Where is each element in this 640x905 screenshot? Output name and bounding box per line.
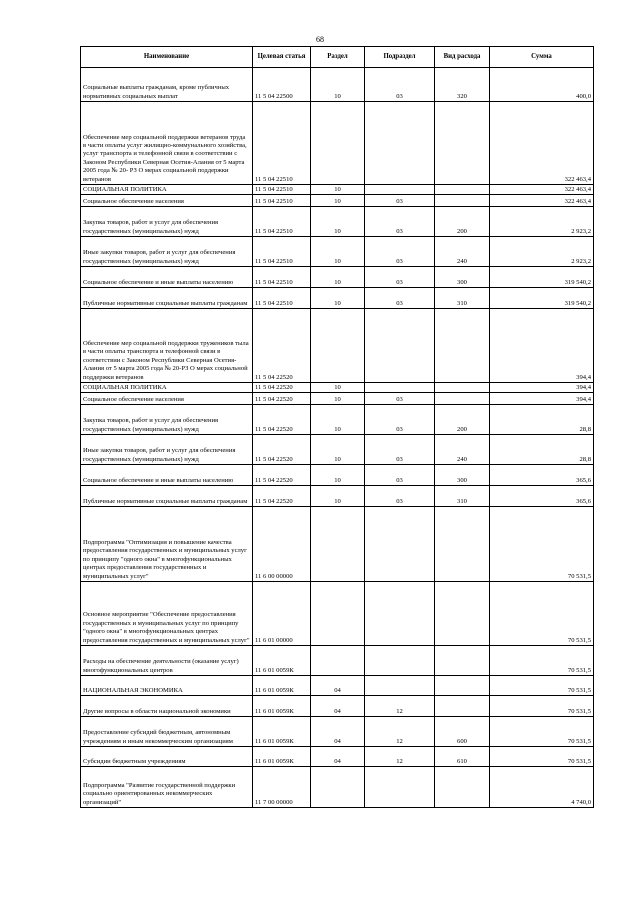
row-type [435, 646, 490, 676]
table-row [81, 696, 594, 717]
row-section [311, 507, 365, 582]
row-amount: 70 531,5 [490, 747, 594, 767]
table-row [81, 717, 594, 747]
row-name: Подпрограмма "Развитие государственной поддержки социально ориентированных некоммерческих организаций" [81, 767, 253, 808]
table-row [81, 393, 594, 405]
row-subsection: 03 [365, 267, 435, 288]
table-row [81, 507, 594, 582]
row-amount: 70 531,5 [490, 582, 594, 646]
row-subsection [365, 507, 435, 582]
row-subsection [365, 309, 435, 383]
row-code: 11 6 01 00000 [253, 582, 311, 646]
row-amount: 28,8 [490, 435, 594, 465]
row-type: 310 [435, 486, 490, 507]
row-type [435, 185, 490, 195]
row-name: Публичные нормативные социальные выплаты гражданам [81, 486, 253, 507]
row-code: 11 5 04 22510 [253, 185, 311, 195]
row-section [311, 582, 365, 646]
row-section: 10 [311, 267, 365, 288]
table-row [81, 237, 594, 267]
row-section: 10 [311, 68, 365, 102]
row-name: Публичные нормативные социальные выплаты гражданам [81, 288, 253, 309]
row-section: 10 [311, 393, 365, 405]
row-subsection: 03 [365, 465, 435, 486]
row-name: Закупка товаров, работ и услуг для обеспечения государственных (муниципальных) нужд [81, 405, 253, 435]
row-amount: 70 531,5 [490, 676, 594, 696]
row-amount: 365,6 [490, 486, 594, 507]
row-section: 10 [311, 405, 365, 435]
row-name: Социальное обеспечение населения [81, 195, 253, 207]
row-amount: 70 531,5 [490, 507, 594, 582]
row-section [311, 646, 365, 676]
row-subsection [365, 185, 435, 195]
row-subsection: 12 [365, 717, 435, 747]
row-type: 200 [435, 405, 490, 435]
row-name: Обеспечение мер социальной поддержки тружеников тыла в части оплаты транспорта и телефонной связи в соответствии с Законом Республики Северная Осетия-Алания от 5 марта 2005 года № 20-РЗ О мерах социальной поддержки ветеранов [81, 309, 253, 383]
row-type [435, 582, 490, 646]
row-section [311, 767, 365, 808]
row-type: 240 [435, 237, 490, 267]
row-name: СОЦИАЛЬНАЯ ПОЛИТИКА [81, 185, 253, 195]
row-subsection: 03 [365, 68, 435, 102]
table-row [81, 465, 594, 486]
table-row [81, 207, 594, 237]
table-row [81, 383, 594, 393]
row-code: 11 5 04 22510 [253, 207, 311, 237]
row-amount: 319 540,2 [490, 267, 594, 288]
row-code: 11 6 01 0059К [253, 696, 311, 717]
row-amount: 319 540,2 [490, 288, 594, 309]
table-row [81, 676, 594, 696]
row-name: Подпрограмма "Оптимизация и повышение качества предоставления государственных и муниципальных услуг по принципу "одного окна" в многофункциональных центрах предоставления государственных и муниципальных услуг" [81, 507, 253, 582]
row-type [435, 393, 490, 405]
table-row [81, 68, 594, 102]
header-amount: Сумма [490, 47, 594, 68]
row-type [435, 767, 490, 808]
header-subsection: Подраздел [365, 47, 435, 68]
table-row [81, 646, 594, 676]
row-code: 11 5 04 22510 [253, 237, 311, 267]
row-code: 11 5 04 22520 [253, 435, 311, 465]
row-amount: 4 740,0 [490, 767, 594, 808]
row-section: 04 [311, 696, 365, 717]
row-amount: 394,4 [490, 393, 594, 405]
row-name: Социальные выплаты гражданам, кроме публичных нормативных социальных выплат [81, 68, 253, 102]
row-type [435, 676, 490, 696]
row-section: 10 [311, 288, 365, 309]
row-code: 11 5 04 22520 [253, 309, 311, 383]
page-number: 68 [316, 35, 324, 44]
row-name: Обеспечение мер социальной поддержки ветеранов труда в части оплаты услуг жилищно-коммунального хозяйства, услуг транспорта и телефонной связи в соответствии с Законом Республики Северная Осетия-Алания от 5 марта 2005 года № 20- РЗ О мерах социальной поддержки ветеранов [81, 102, 253, 185]
row-subsection: 03 [365, 405, 435, 435]
row-name: Предоставление субсидий бюджетным, автономным учреждениям и иным некоммерческим организациям [81, 717, 253, 747]
row-name: НАЦИОНАЛЬНАЯ ЭКОНОМИКА [81, 676, 253, 696]
table-row [81, 185, 594, 195]
row-amount: 365,6 [490, 465, 594, 486]
row-subsection [365, 582, 435, 646]
row-amount: 2 923,2 [490, 207, 594, 237]
table-row [81, 309, 594, 383]
row-name: Субсидии бюджетным учреждениям [81, 747, 253, 767]
row-type: 600 [435, 717, 490, 747]
row-code: 11 5 04 22500 [253, 68, 311, 102]
row-name: Закупка товаров, работ и услуг для обеспечения государственных (муниципальных) нужд [81, 207, 253, 237]
row-section: 04 [311, 747, 365, 767]
table-row [81, 582, 594, 646]
table-row [81, 767, 594, 808]
row-name: Основное мероприятие "Обеспечение предоставления государственных и муниципальных услуг по принципу "одного окна" в многофункциональных центрах предоставления государственных и муниципальных услуг" [81, 582, 253, 646]
table-row [81, 405, 594, 435]
row-code: 11 5 04 22510 [253, 195, 311, 207]
header-section: Раздел [311, 47, 365, 68]
row-code: 11 6 00 00000 [253, 507, 311, 582]
row-subsection: 03 [365, 195, 435, 207]
row-type: 240 [435, 435, 490, 465]
row-subsection: 03 [365, 288, 435, 309]
row-type [435, 383, 490, 393]
table-row [81, 102, 594, 185]
row-section: 04 [311, 676, 365, 696]
row-code: 11 6 01 0059К [253, 676, 311, 696]
row-section: 04 [311, 717, 365, 747]
row-amount: 394,4 [490, 309, 594, 383]
header-row [81, 47, 594, 68]
row-amount: 70 531,5 [490, 696, 594, 717]
row-amount: 394,4 [490, 383, 594, 393]
row-code: 11 6 01 0059К [253, 747, 311, 767]
row-subsection [365, 767, 435, 808]
row-subsection [365, 676, 435, 696]
row-amount: 2 923,2 [490, 237, 594, 267]
row-code: 11 5 04 22520 [253, 393, 311, 405]
row-type: 300 [435, 267, 490, 288]
row-name: Иные закупки товаров, работ и услуг для обеспечения государственных (муниципальных) нужд [81, 435, 253, 465]
row-section [311, 309, 365, 383]
row-amount: 28,8 [490, 405, 594, 435]
row-subsection: 03 [365, 237, 435, 267]
row-amount: 322 463,4 [490, 185, 594, 195]
row-code: 11 5 04 22510 [253, 267, 311, 288]
row-section: 10 [311, 486, 365, 507]
row-code: 11 5 04 22520 [253, 486, 311, 507]
row-subsection: 03 [365, 435, 435, 465]
row-type [435, 507, 490, 582]
row-code: 11 6 01 0059К [253, 646, 311, 676]
row-section: 10 [311, 185, 365, 195]
row-section [311, 102, 365, 185]
row-subsection [365, 102, 435, 185]
row-type [435, 696, 490, 717]
row-name: СОЦИАЛЬНАЯ ПОЛИТИКА [81, 383, 253, 393]
table-row [81, 288, 594, 309]
row-type [435, 102, 490, 185]
header-target: Целевая статья [253, 47, 311, 68]
table-row [81, 747, 594, 767]
row-type [435, 195, 490, 207]
row-subsection: 12 [365, 747, 435, 767]
table-row [81, 267, 594, 288]
row-name: Социальное обеспечение и иные выплаты населению [81, 267, 253, 288]
row-type: 610 [435, 747, 490, 767]
row-section: 10 [311, 195, 365, 207]
row-amount: 70 531,5 [490, 717, 594, 747]
row-section: 10 [311, 207, 365, 237]
row-section: 10 [311, 237, 365, 267]
row-code: 11 5 04 22510 [253, 102, 311, 185]
row-type: 320 [435, 68, 490, 102]
row-section: 10 [311, 435, 365, 465]
row-subsection: 12 [365, 696, 435, 717]
header-expense-type: Вид расхода [435, 47, 490, 68]
row-name: Социальное обеспечение и иные выплаты населению [81, 465, 253, 486]
row-name: Расходы на обеспечение деятельности (оказание услуг) многофункциональных центров [81, 646, 253, 676]
row-amount: 400,0 [490, 68, 594, 102]
row-amount: 70 531,5 [490, 646, 594, 676]
table-row [81, 195, 594, 207]
row-section: 10 [311, 465, 365, 486]
row-name: Иные закупки товаров, работ и услуг для обеспечения государственных (муниципальных) нужд [81, 237, 253, 267]
row-code: 11 5 04 22510 [253, 288, 311, 309]
row-code: 11 5 04 22520 [253, 465, 311, 486]
row-subsection: 03 [365, 207, 435, 237]
row-subsection [365, 646, 435, 676]
budget-table [80, 46, 594, 808]
row-subsection [365, 383, 435, 393]
row-subsection: 03 [365, 393, 435, 405]
row-type: 200 [435, 207, 490, 237]
row-section: 10 [311, 383, 365, 393]
row-type: 310 [435, 288, 490, 309]
row-name: Другие вопросы в области национальной экономики [81, 696, 253, 717]
row-code: 11 5 04 22520 [253, 383, 311, 393]
header-name: Наименование [81, 47, 253, 68]
row-code: 11 6 01 0059К [253, 717, 311, 747]
row-type: 300 [435, 465, 490, 486]
table-row [81, 435, 594, 465]
row-name: Социальное обеспечение населения [81, 393, 253, 405]
row-amount: 322 463,4 [490, 102, 594, 185]
row-code: 11 5 04 22520 [253, 405, 311, 435]
table-row [81, 486, 594, 507]
row-type [435, 309, 490, 383]
row-amount: 322 463,4 [490, 195, 594, 207]
row-code: 11 7 00 00000 [253, 767, 311, 808]
row-subsection: 03 [365, 486, 435, 507]
